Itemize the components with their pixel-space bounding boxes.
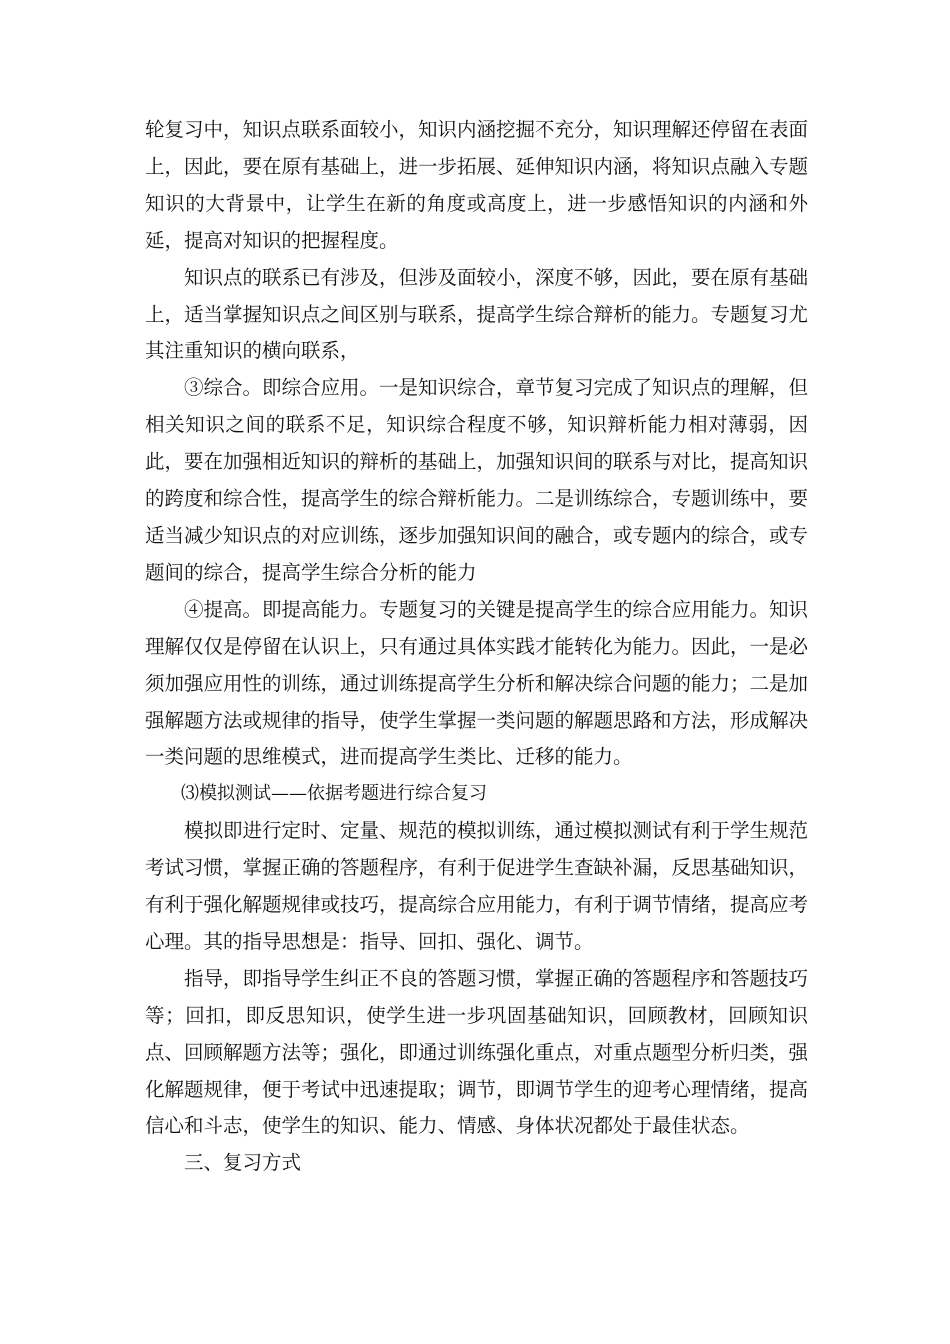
paragraph-improvement: ④提高。即提高能力。专题复习的关键是提高学生的综合应用能力。知识理解仅仅是停留在认识上，只有通过具体实践才能转化为能力。因此，一是必须加强应用性的训练，通过训练提高学生分析和解决综合问题的能力；二是加强解题方法或规律的指导，使学生掌握一类问题的解题思路和方法，形成解决一类问题的思维模式，进而提高学生类比、迁移的能力。 xyxy=(145,597,809,769)
paragraph-guidance: 指导，即指导学生纠正不良的答题习惯，掌握正确的答题程序和答题技巧等；回扣，即反思知识，使学生进一步巩固基础知识，回顾教材，回顾知识点、回顾解题方法等；强化，即通过训练强化重点，对重点题型分析归类，强化解题规律，便于考试中迅速提取；调节，即调节学生的迎考心理情绪，提高信心和斗志，使学生的知识、能力、情感、身体状况都处于最佳状态。 xyxy=(145,966,809,1138)
paragraph-knowledge-links: 知识点的联系已有涉及，但涉及面较小，深度不够，因此，要在原有基础上，适当掌握知识点之间区别与联系，提高学生综合辩析的能力。专题复习尤其注重知识的横向联系， xyxy=(145,265,809,363)
paragraph-synthesis: ③综合。即综合应用。一是知识综合，章节复习完成了知识点的理解，但相关知识之间的联系不足，知识综合程度不够，知识辩析能力相对薄弱，因此，要在加强相近知识的辩析的基础上，加强知识间的联系与对比，提高知识的跨度和综合性，提高学生的综合辩析能力。二是训练综合，专题训练中，要适当减少知识点的对应训练，逐步加强知识间的融合，或专题内的综合，或专题间的综合，提高学生综合分析的能力 xyxy=(145,376,809,584)
document-page xyxy=(145,112,808,1182)
section-heading-review-methods: 三、复习方式 xyxy=(184,1151,302,1175)
paragraph-mock-test: 模拟即进行定时、定量、规范的模拟训练，通过模拟测试有利于学生规范考试习惯，掌握正确的答题程序，有利于促进学生查缺补漏，反思基础知识，有利于强化解题规律或技巧，提高综合应用能力，有利于调节情绪，提高应考心理。其的指导思想是：指导、回扣、强化、调节。 xyxy=(145,819,809,953)
section-heading-mock-test: ⑶模拟测试——依据考题进行综合复习 xyxy=(181,783,487,805)
paragraph-continuation: 轮复习中，知识点联系面较小，知识内涵挖掘不充分，知识理解还停留在表面上，因此，要在原有基础上，进一步拓展、延伸知识内涵，将知识点融入专题知识的大背景中，让学生在新的角度或高度上，进一步感悟知识的内涵和外延，提高对知识的把握程度。 xyxy=(145,118,809,252)
